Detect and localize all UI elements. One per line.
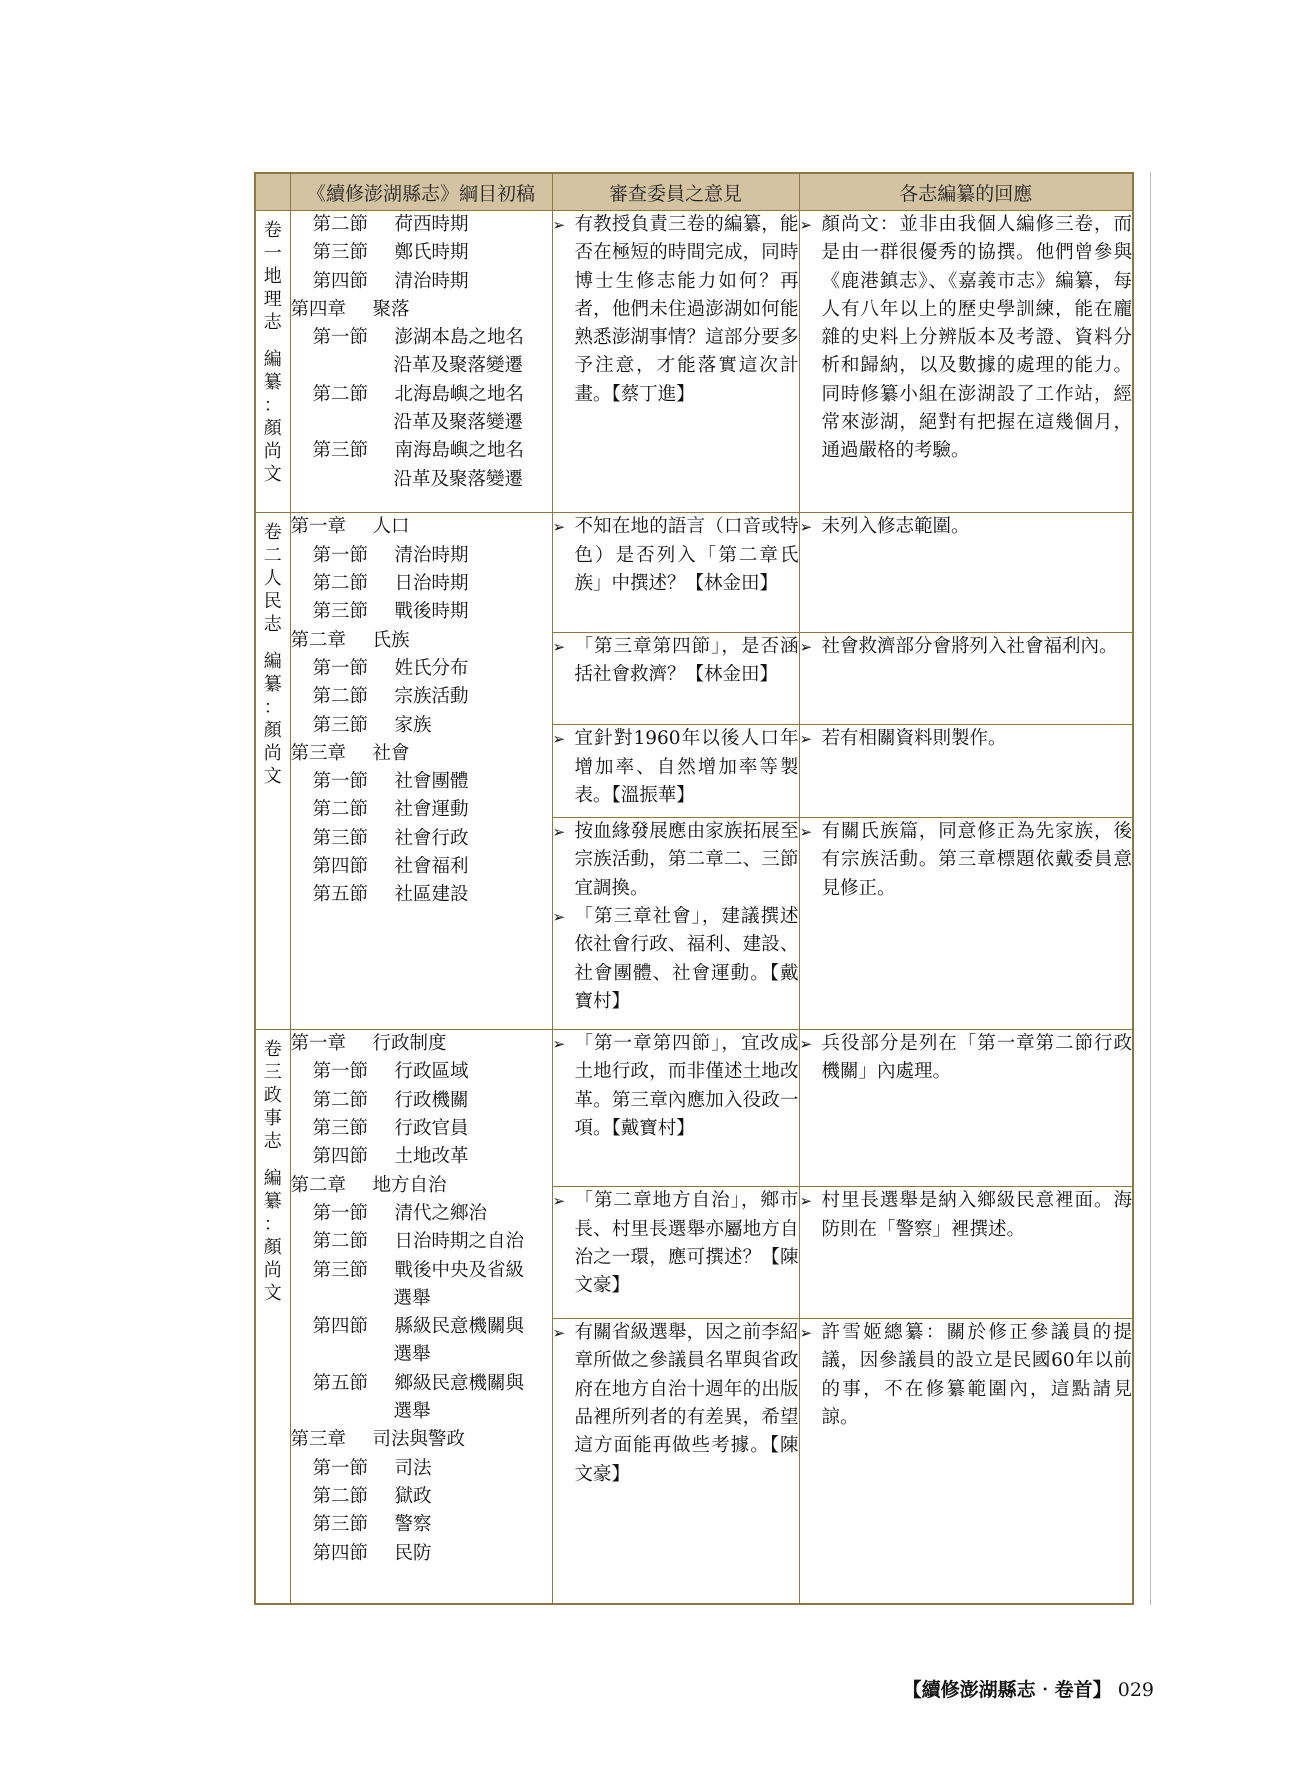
header-opinion: 審查委員之意見 [552, 173, 799, 211]
bullet-item [553, 1319, 799, 1489]
outline-title: 宗族活動 [394, 686, 469, 708]
outline-line [291, 437, 552, 465]
outline-line [291, 1370, 552, 1398]
volume-char: 理 [263, 289, 282, 310]
opinion-cell [552, 818, 799, 1030]
outline-line [291, 268, 552, 296]
bullet-item [800, 1030, 1133, 1087]
outline-title: 日治時期之自治 [394, 1231, 525, 1253]
outline-title: 鄉級民意機關與 [394, 1372, 525, 1394]
outline-title: 姓氏分布 [394, 657, 469, 679]
outline-number: 第四節 [312, 270, 369, 292]
arrowhead-bullet-icon: ➢ [799, 730, 813, 749]
outline-line [291, 352, 552, 380]
bullet-item [553, 725, 799, 810]
outline-number: 第二節 [312, 686, 369, 708]
bullet-text: 村里長選舉是納入鄉級民意裡面。海防則在「警察」裡撰述。 [821, 1190, 1132, 1240]
arrowhead-bullet-icon: ➢ [799, 1192, 813, 1211]
volume-char: 事 [263, 1108, 282, 1130]
outline-line [291, 1483, 552, 1511]
outline-line [291, 1172, 552, 1200]
bullet-text: 顏尚文：並非由我個人編修三卷，而是由一群很優秀的協撰。他們曾參與《鹿港鎮志》、《嘉義市志》編纂，每人有八年以上的歷史學訓練，能在龐雜的史料上分辨版本及考證、資料分析和歸納，以及數據的處理的能力。同時修纂小組在澎湖設了工作站，經常來澎湖，絕對有把握在這幾個月，通過嚴格的考驗。 [821, 214, 1132, 462]
outline-line [291, 466, 552, 494]
bullet-item [800, 818, 1133, 903]
outline-title: 民防 [394, 1542, 432, 1564]
outline-line [291, 381, 552, 409]
arrowhead-bullet-icon: ➢ [799, 216, 813, 234]
volume-char: 政 [263, 1085, 282, 1107]
outline-line [291, 1087, 552, 1115]
outline-line [291, 1285, 552, 1313]
arrowhead-bullet-icon: ➢ [799, 1035, 813, 1054]
arrowhead-bullet-icon: ➢ [799, 637, 813, 656]
outline-line [291, 1341, 552, 1369]
outline-title: 社會團體 [394, 771, 469, 793]
outline-line [291, 853, 552, 881]
volume-vertical-title [256, 1030, 290, 1305]
outline-title: 社會運動 [394, 799, 469, 821]
outline-line [291, 542, 552, 570]
volume-cell [255, 513, 290, 1030]
outline-title: 清治時期 [394, 270, 469, 292]
outline-cell [290, 1030, 552, 1604]
outline-title: 聚落 [372, 298, 410, 320]
bullet-text: 有關氏族篇，同意修正為先家族，後有宗族活動。第三章標題依戴委員意見修正。 [821, 821, 1132, 899]
outline-title: 獄政 [394, 1485, 432, 1507]
outline-title: 清治時期 [394, 544, 469, 566]
editor-char: ： [263, 395, 282, 416]
bullet-item [553, 633, 799, 690]
outline-number: 第一章 [290, 516, 347, 538]
bullet-item [800, 1319, 1133, 1432]
outline-title: 南海島嶼之地名 [394, 440, 525, 462]
outline-title: 選舉 [393, 1287, 431, 1309]
review-table [254, 172, 1134, 1605]
outline-line [291, 768, 552, 796]
outline-number: 第五節 [312, 1372, 369, 1394]
bullet-item [553, 903, 799, 1016]
outline-line [291, 1030, 552, 1058]
opinion-cell [552, 1030, 799, 1187]
outline-line [291, 211, 552, 239]
outline-title: 荷西時期 [394, 214, 469, 235]
table-header-row [255, 173, 1133, 211]
arrowhead-bullet-icon: ➢ [552, 823, 566, 842]
bullet-item [553, 211, 799, 409]
bullet-item [553, 1187, 799, 1300]
bullet-item [800, 725, 1133, 753]
bullet-text: 若有相關資料則製作。 [821, 728, 1007, 750]
arrowhead-bullet-icon: ➢ [799, 1324, 813, 1343]
outline-number: 第四章 [290, 298, 347, 320]
editor-char: 纂 [263, 674, 282, 696]
outline-number: 第一節 [312, 657, 369, 679]
outline-number: 第三節 [312, 601, 369, 623]
volume-vertical-title [256, 211, 290, 486]
outline-title: 行政機關 [394, 1089, 469, 1111]
outline-number: 第二章 [290, 629, 347, 651]
outline-title: 沿革及聚落變遷 [393, 468, 524, 490]
outline-title: 澎湖本島之地名 [394, 327, 525, 349]
bullet-text: 宜針對1960年以後人口年增加率、自然增加率等製表。【溫振華】 [574, 728, 799, 807]
response-cell [799, 211, 1133, 513]
outline-number: 第三節 [312, 827, 369, 849]
outline-line [291, 570, 552, 598]
bullet-item [800, 211, 1133, 466]
volume-gap [256, 636, 290, 650]
outline-line [291, 796, 552, 824]
outline-title: 清代之鄉治 [394, 1202, 488, 1224]
bullet-item [553, 1030, 799, 1143]
outline-number: 第一節 [312, 327, 369, 349]
volume-char: 卷 [263, 220, 282, 241]
volume-char: 志 [263, 312, 282, 333]
arrowhead-bullet-icon: ➢ [552, 1192, 566, 1211]
bullet-text: 「第三章社會」，建議撰述依社會行政、福利、建設、社會團體、社會運動。【戴寶村】 [574, 906, 799, 1012]
outline-cell [290, 513, 552, 1030]
outline-title: 鄭氏時期 [394, 242, 469, 264]
response-cell [799, 1187, 1133, 1319]
outline-title: 社會行政 [394, 827, 469, 849]
outline-number: 第一節 [312, 771, 369, 793]
outline-line [291, 825, 552, 853]
volume-char: 一 [263, 243, 282, 264]
outline-line [291, 324, 552, 352]
bullet-text: 按血緣發展應由家族拓展至宗族活動，第二章二、三節宜調換。 [574, 821, 799, 899]
response-cell [799, 1319, 1133, 1604]
outline-line [291, 1455, 552, 1483]
editor-char: 纂 [263, 1191, 282, 1213]
outline-cell [290, 211, 552, 513]
outline-number: 第一節 [312, 1202, 369, 1224]
response-cell [799, 513, 1133, 632]
outline-number: 第四節 [312, 1316, 369, 1338]
outline-line [291, 1200, 552, 1228]
outline-title: 沿革及聚落變遷 [393, 412, 524, 434]
outline-title: 沿革及聚落變遷 [393, 355, 524, 377]
editor-char: 顏 [263, 418, 282, 439]
editor-char: 文 [263, 766, 282, 788]
volume-vertical-title [256, 513, 290, 788]
bullet-text: 兵役部分是列在「第一章第二節行政機關」內處理。 [821, 1033, 1132, 1083]
table-row [255, 1030, 1133, 1187]
opinion-cell [552, 211, 799, 513]
outline-number: 第三章 [290, 742, 347, 764]
bullet-item [800, 1187, 1133, 1244]
outline-number: 第三節 [312, 1259, 369, 1281]
bullet-text: 許雪姬總纂：關於修正參議員的提議，因參議員的設立是民國60年以前的事，不在修纂範圍內，這點請見諒。 [821, 1322, 1132, 1429]
arrowhead-bullet-icon: ➢ [552, 1324, 566, 1343]
volume-gap [256, 334, 290, 348]
outline-line [291, 1143, 552, 1171]
outline-number: 第二章 [290, 1174, 347, 1196]
volume-cell [255, 1030, 290, 1604]
outline-line [291, 513, 552, 541]
outline-title: 土地改革 [394, 1146, 469, 1168]
outline-number: 第三節 [312, 242, 369, 264]
header-outline: 《續修澎湖縣志》綱目初稿 [290, 173, 552, 211]
bullet-text: 有教授負責三卷的編纂，能否在極短的時間完成，同時博士生修志能力如何？再者，他們未住過澎湖如何能熟悉澎湖事情？這部分要多予注意，才能落實這次計畫。【蔡丁進】 [574, 214, 799, 405]
outline-line [291, 712, 552, 740]
response-cell [799, 818, 1133, 1030]
arrowhead-bullet-icon: ➢ [799, 518, 813, 537]
outline-number: 第一章 [290, 1033, 347, 1055]
outline-title: 社會 [372, 742, 410, 764]
bullet-text: 未列入修志範圍。 [821, 516, 970, 538]
outline-line [291, 1058, 552, 1086]
outline-number: 第二節 [312, 1485, 369, 1507]
editor-char: 尚 [263, 441, 282, 462]
outline-line [291, 683, 552, 711]
outline-title: 戰後時期 [394, 601, 469, 623]
outline-title: 氏族 [372, 629, 410, 651]
outline-line [291, 1313, 552, 1341]
outline-number: 第三節 [312, 1118, 369, 1140]
bullet-text: 不知在地的語言（口音或特色）是否列入「第二章氏族」中撰述？【林金田】 [574, 516, 799, 595]
outline-title: 行政制度 [372, 1033, 447, 1055]
arrowhead-bullet-icon: ➢ [552, 908, 566, 927]
outline-title: 司法 [394, 1457, 432, 1479]
editor-char: ： [263, 697, 282, 719]
outline-title: 人口 [372, 516, 410, 538]
page-number: 029 [1117, 1679, 1154, 1701]
outline-title: 縣級民意機關與 [394, 1316, 525, 1338]
outline-line [291, 409, 552, 437]
arrowhead-bullet-icon: ➢ [552, 216, 566, 234]
outline-line [291, 655, 552, 683]
outline-title: 社區建設 [394, 884, 469, 906]
volume-char: 二 [263, 545, 282, 567]
outline-line [291, 1540, 552, 1568]
editor-char: 文 [263, 1283, 282, 1305]
editor-char: ： [263, 1214, 282, 1236]
outline-number: 第五節 [312, 884, 369, 906]
outline-title: 日治時期 [394, 573, 469, 595]
volume-char: 卷 [263, 1039, 282, 1061]
header-response: 各志編纂的回應 [799, 173, 1133, 211]
outline-number: 第二節 [312, 383, 369, 405]
outline-title: 地方自治 [372, 1174, 447, 1196]
outline-line [291, 1115, 552, 1143]
outline-title: 北海島嶼之地名 [394, 383, 525, 405]
outline-line [291, 1257, 552, 1285]
bullet-item [800, 513, 1133, 541]
page-footer [0, 1675, 1154, 1702]
footer-book-title: 【續修澎湖縣志‧卷首】 [902, 1679, 1112, 1701]
opinion-cell [552, 725, 799, 818]
outline-number: 第三章 [290, 1429, 347, 1451]
outline-number: 第二節 [312, 1089, 369, 1111]
response-cell [799, 725, 1133, 818]
opinion-cell [552, 632, 799, 725]
bullet-text: 「第三章第四節」，是否涵括社會救濟？【林金田】 [574, 635, 799, 686]
outline-line [291, 627, 552, 655]
outline-number: 第二節 [312, 799, 369, 821]
editor-char: 顏 [263, 720, 282, 742]
volume-char: 志 [263, 1131, 282, 1153]
page-side-rule [1150, 172, 1151, 1605]
outline-number: 第四節 [312, 1542, 369, 1564]
outline-title: 社會福利 [394, 856, 469, 878]
outline-title: 選舉 [393, 1401, 431, 1423]
arrowhead-bullet-icon: ➢ [552, 518, 566, 537]
opinion-cell [552, 1319, 799, 1604]
outline-number: 第二節 [312, 214, 369, 235]
outline-number: 第四節 [312, 856, 369, 878]
volume-char: 地 [263, 266, 282, 287]
outline-title: 司法與警政 [372, 1429, 466, 1451]
outline-line [291, 1426, 552, 1454]
outline-title: 警察 [394, 1514, 432, 1536]
outline-line [291, 881, 552, 909]
outline-line [291, 598, 552, 626]
editor-char: 纂 [263, 372, 282, 393]
bullet-item [553, 818, 799, 903]
volume-char: 卷 [263, 522, 282, 544]
outline-title: 行政區域 [394, 1061, 469, 1083]
opinion-cell [552, 1187, 799, 1319]
volume-cell [255, 211, 290, 513]
bullet-text: 有關省級選舉，因之前李紹章所做之參議員名單與省政府在地方自治十週年的出版品裡所列者的有差異，希望這方面能再做些考據。【陳文豪】 [574, 1322, 799, 1485]
arrowhead-bullet-icon: ➢ [799, 823, 813, 842]
editor-char: 文 [263, 464, 282, 485]
bullet-item [800, 633, 1133, 661]
outline-number: 第一節 [312, 544, 369, 566]
opinion-cell [552, 513, 799, 632]
arrowhead-bullet-icon: ➢ [552, 637, 566, 656]
volume-char: 三 [263, 1062, 282, 1084]
editor-char: 顏 [263, 1237, 282, 1259]
response-cell [799, 1030, 1133, 1187]
outline-number: 第一節 [312, 1061, 369, 1083]
outline-title: 戰後中央及省級 [394, 1259, 525, 1281]
table-row [255, 513, 1133, 632]
outline-line [291, 296, 552, 324]
editor-char: 編 [263, 349, 282, 370]
bullet-text: 「第二章地方自治」，鄉市長、村里長選舉亦屬地方自治之一環，應可撰述？【陳文豪】 [574, 1190, 799, 1297]
outline-number: 第一節 [312, 1457, 369, 1479]
outline-title: 選舉 [393, 1344, 431, 1366]
volume-char: 人 [263, 568, 282, 590]
volume-gap [256, 1153, 290, 1167]
outline-number: 第二節 [312, 573, 369, 595]
bullet-item [553, 513, 799, 598]
bullet-text: 「第一章第四節」，宜改成土地行政，而非僅述土地改革。第三章內應加入役政一項。【戴寶村】 [574, 1033, 799, 1140]
editor-char: 編 [263, 1168, 282, 1190]
header-volume [255, 173, 290, 211]
arrowhead-bullet-icon: ➢ [552, 1035, 566, 1054]
outline-number: 第二節 [312, 1231, 369, 1253]
arrowhead-bullet-icon: ➢ [552, 730, 566, 749]
editor-char: 尚 [263, 743, 282, 765]
outline-line [291, 1398, 552, 1426]
outline-number: 第三節 [312, 1514, 369, 1536]
outline-line [291, 1511, 552, 1539]
table-row [255, 211, 1133, 513]
volume-char: 民 [263, 591, 282, 613]
outline-title: 家族 [394, 714, 432, 736]
outline-line [291, 740, 552, 768]
volume-char: 志 [263, 614, 282, 636]
outline-line [291, 1228, 552, 1256]
outline-number: 第三節 [312, 440, 369, 462]
outline-number: 第三節 [312, 714, 369, 736]
outline-number: 第四節 [312, 1146, 369, 1168]
bullet-text: 社會救濟部分會將列入社會福利內。 [821, 635, 1118, 657]
editor-char: 尚 [263, 1260, 282, 1282]
outline-line [291, 239, 552, 267]
editor-char: 編 [263, 651, 282, 673]
outline-title: 行政官員 [394, 1118, 469, 1140]
response-cell [799, 632, 1133, 725]
